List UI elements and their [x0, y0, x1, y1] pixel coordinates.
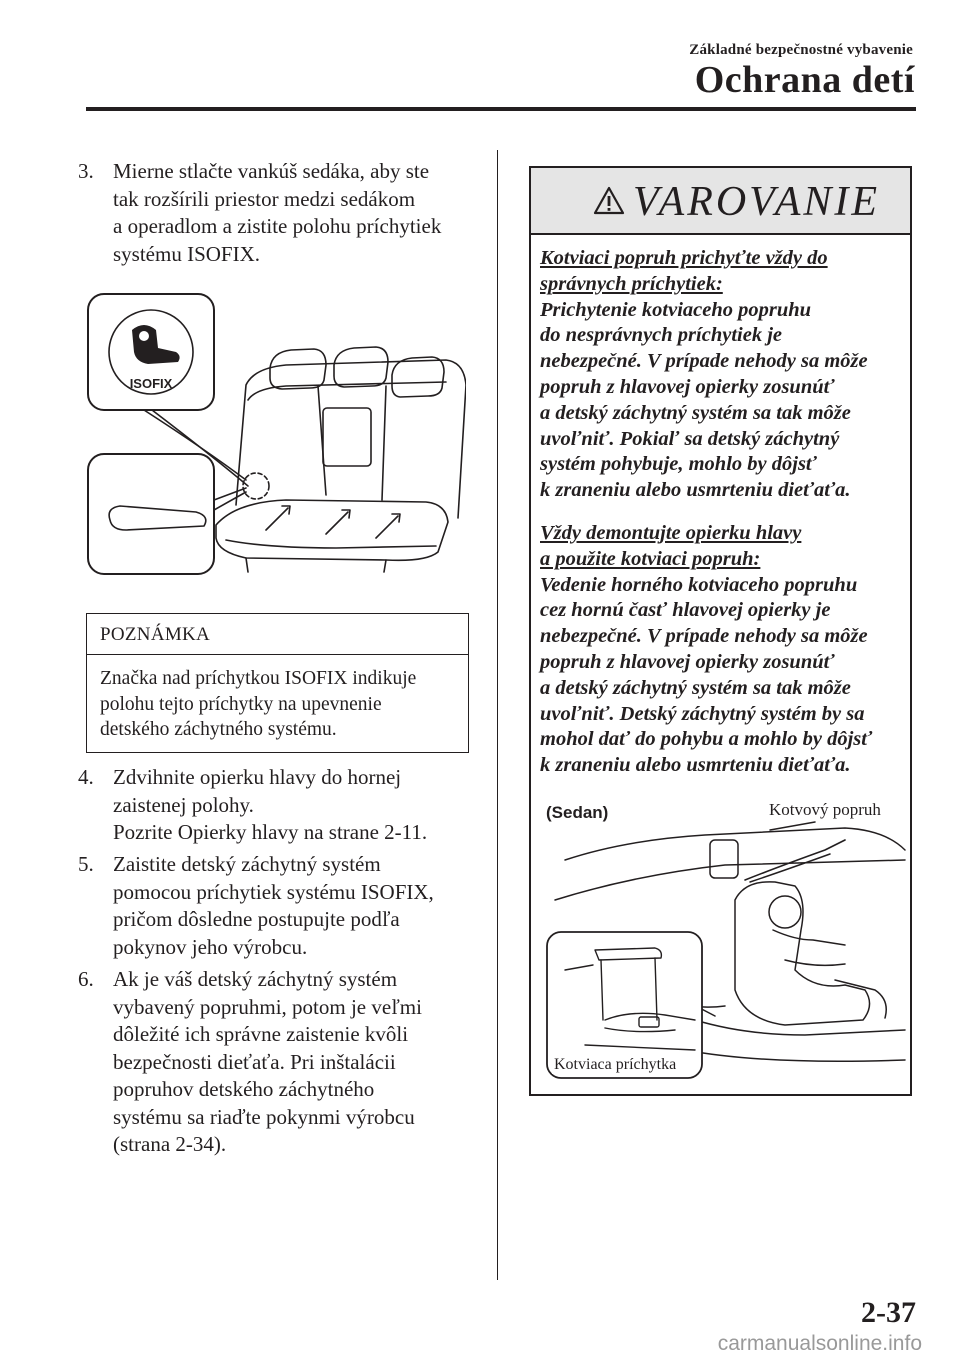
step-number: 4.: [78, 765, 94, 789]
step-5: [78, 851, 434, 961]
section-subtitle: Základné bezpečnostné vybavenie: [689, 42, 913, 58]
warning-header: [531, 168, 910, 235]
warning-triangle-icon: [593, 186, 625, 215]
note-title: POZNÁMKA: [100, 624, 211, 645]
warning-title: VAROVANIE: [633, 179, 881, 225]
warning-body: Vedenie horného kotviaceho popruhu cez hornú časť hlavovej opierky je nebezpečné. V prípade nehody sa môže popruh z hlavovej opierky zosunúť a detský záchytný systém sa tak môže uvoľniť. Detský záchytný systém by sa mohol dať do pohybu a mohlo by dôjsť k zraneniu alebo usmrteniu dieťaťa.: [540, 573, 873, 777]
figure-label-anchor: Kotviaca príchytka: [554, 1056, 677, 1073]
warning-heading: Kotviaci popruh prichyťte vždy do správnych príchytiek:: [540, 247, 828, 295]
note-header: [87, 614, 468, 655]
step-text: Zdvihnite opierku hlavy do hornej zaistenej polohy. Pozrite Opierky hlavy na strane 2-11.: [113, 765, 428, 844]
page-title: Ochrana detí: [694, 59, 915, 101]
note-text: Značka nad príchytkou ISOFIX indikuje polohu tejto príchytky na upevnenie detského záchytného systému.: [100, 668, 417, 740]
warning-paragraph-2: [540, 521, 908, 779]
step-number: 3.: [78, 159, 94, 183]
column-divider: [497, 150, 498, 1280]
watermark: carmanualsonline.info: [717, 1332, 922, 1355]
tether-anchor-illustration: [545, 820, 910, 1080]
step-text: Zaistite detský záchytný systém pomocou príchytiek systému ISOFIX, pričom dôsledne postupujte podľa pokynov jeho výrobcu.: [113, 852, 434, 959]
isofix-badge-text: ISOFIX: [129, 376, 173, 391]
note-box: [86, 613, 469, 753]
isofix-seat-illustration: [86, 290, 466, 580]
warning-heading: Vždy demontujte opierku hlavy a použite kotviaci popruh:: [540, 522, 802, 570]
header-rule: [86, 107, 916, 111]
step-3: [78, 158, 441, 268]
figure-label-sedan: (Sedan): [546, 803, 609, 822]
step-text: Ak je váš detský záchytný systém vybavený popruhmi, potom je veľmi dôležité ich správne zaistenie kvôli bezpečnosti dieťaťa. Pri inštalácii popruhov detského záchytného systému sa riaďte pokynmi výrobcu (strana 2-34).: [113, 967, 422, 1156]
step-4: [78, 764, 427, 847]
step-number: 6.: [78, 967, 94, 991]
warning-body: Prichytenie kotviaceho popruhu do nesprávnych príchytiek je nebezpečné. V prípade nehody sa môže popruh z hlavovej opierky zosunúť a detský záchytný systém sa tak môže uvoľniť. Pokiaľ sa detský záchytný systém pohybuje, mohlo by dôjsť k zraneniu alebo usmrteniu dieťaťa.: [540, 298, 868, 502]
page-number: 2-37: [861, 1296, 916, 1329]
warning-paragraph-1: [540, 246, 908, 504]
step-6: [78, 966, 422, 1159]
step-number: 5.: [78, 852, 94, 876]
step-text: Mierne stlačte vankúš sedáka, aby ste tak rozšírili priestor medzi sedákom a operadlom a zistite polohu príchytiek systému ISOFIX.: [113, 159, 442, 266]
figure-label-tether: Kotvový popruh: [769, 800, 881, 819]
